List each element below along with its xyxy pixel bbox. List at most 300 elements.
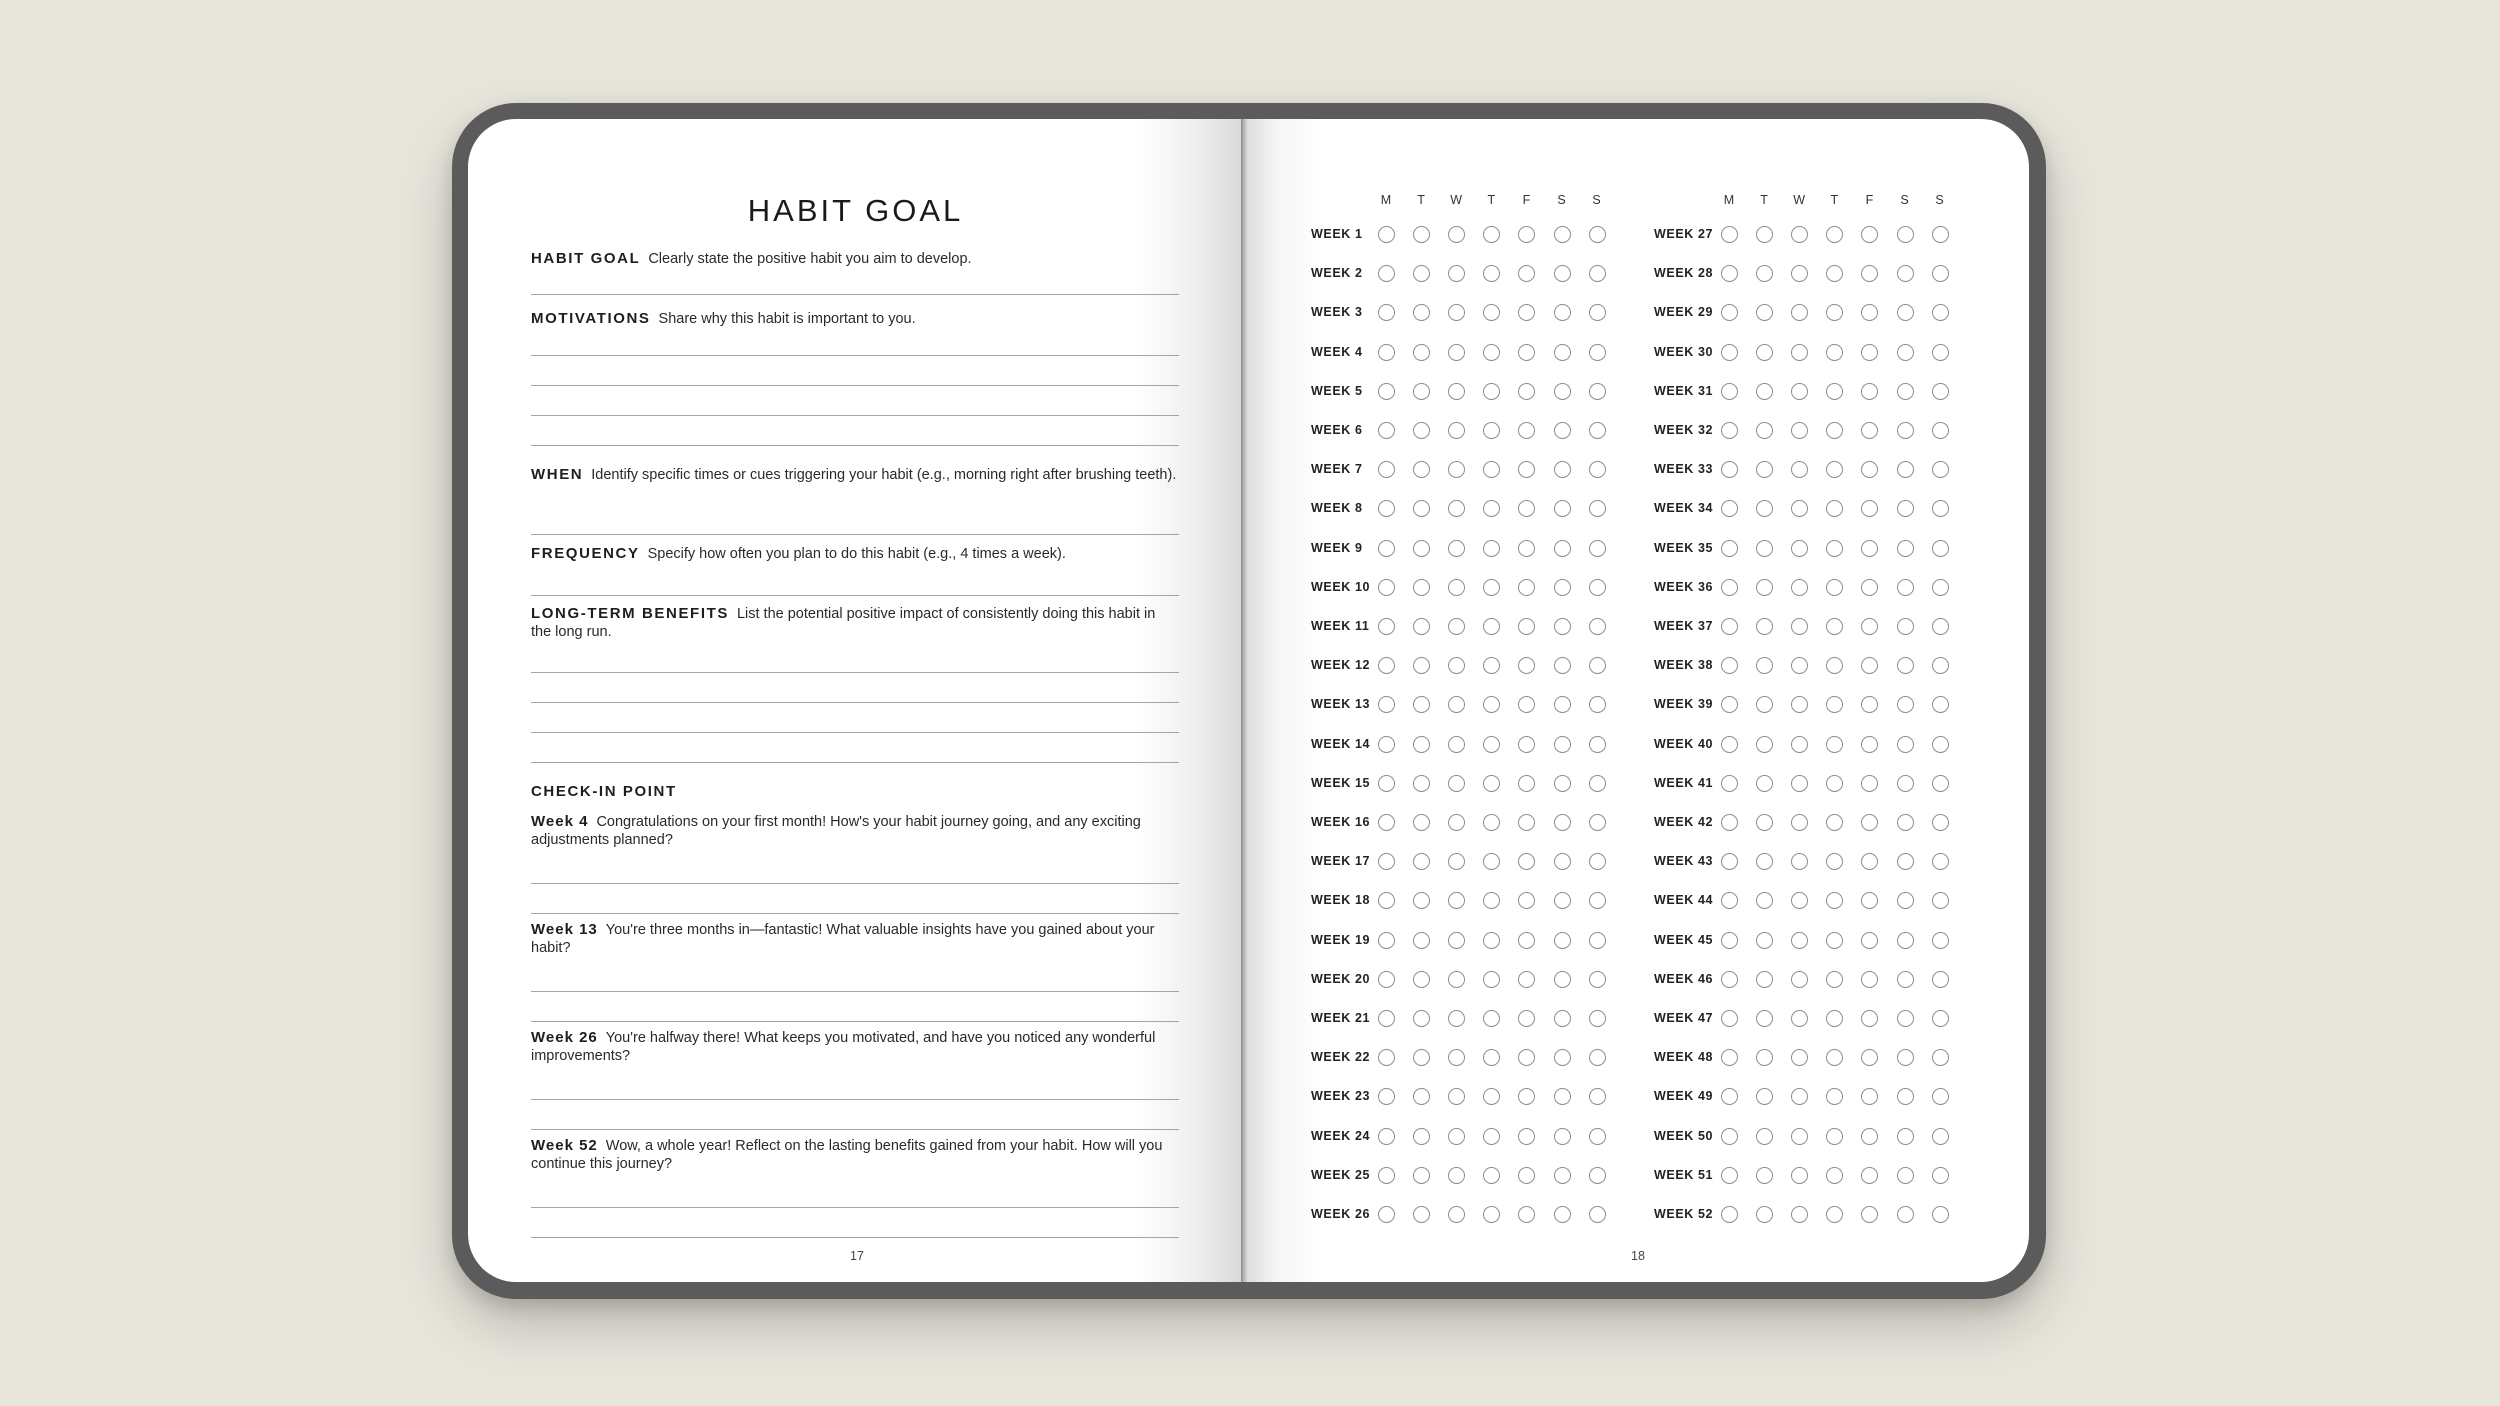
day-checkbox[interactable]: [1518, 892, 1535, 909]
day-checkbox[interactable]: [1826, 344, 1843, 361]
day-checkbox[interactable]: [1932, 775, 1949, 792]
day-checkbox[interactable]: [1897, 344, 1914, 361]
day-checkbox[interactable]: [1756, 461, 1773, 478]
day-checkbox[interactable]: [1413, 1049, 1430, 1066]
day-checkbox[interactable]: [1897, 657, 1914, 674]
day-checkbox[interactable]: [1756, 1049, 1773, 1066]
day-checkbox[interactable]: [1518, 461, 1535, 478]
day-checkbox[interactable]: [1413, 265, 1430, 282]
day-checkbox[interactable]: [1756, 579, 1773, 596]
day-checkbox[interactable]: [1826, 971, 1843, 988]
day-checkbox[interactable]: [1826, 422, 1843, 439]
day-checkbox[interactable]: [1589, 892, 1606, 909]
writing-line[interactable]: [531, 445, 1179, 446]
writing-line[interactable]: [531, 732, 1179, 733]
day-checkbox[interactable]: [1756, 226, 1773, 243]
day-checkbox[interactable]: [1932, 1049, 1949, 1066]
day-checkbox[interactable]: [1756, 422, 1773, 439]
day-checkbox[interactable]: [1861, 736, 1878, 753]
day-checkbox[interactable]: [1518, 814, 1535, 831]
day-checkbox[interactable]: [1826, 736, 1843, 753]
day-checkbox[interactable]: [1861, 540, 1878, 557]
day-checkbox[interactable]: [1589, 579, 1606, 596]
day-checkbox[interactable]: [1932, 422, 1949, 439]
day-checkbox[interactable]: [1413, 461, 1430, 478]
day-checkbox[interactable]: [1791, 383, 1808, 400]
day-checkbox[interactable]: [1554, 1206, 1571, 1223]
day-checkbox[interactable]: [1448, 657, 1465, 674]
day-checkbox[interactable]: [1897, 579, 1914, 596]
day-checkbox[interactable]: [1589, 775, 1606, 792]
day-checkbox[interactable]: [1897, 892, 1914, 909]
day-checkbox[interactable]: [1932, 344, 1949, 361]
day-checkbox[interactable]: [1897, 500, 1914, 517]
day-checkbox[interactable]: [1932, 971, 1949, 988]
day-checkbox[interactable]: [1791, 1088, 1808, 1105]
day-checkbox[interactable]: [1378, 657, 1395, 674]
day-checkbox[interactable]: [1554, 696, 1571, 713]
day-checkbox[interactable]: [1721, 1128, 1738, 1145]
day-checkbox[interactable]: [1483, 814, 1500, 831]
day-checkbox[interactable]: [1932, 1167, 1949, 1184]
day-checkbox[interactable]: [1448, 1128, 1465, 1145]
day-checkbox[interactable]: [1518, 932, 1535, 949]
day-checkbox[interactable]: [1448, 540, 1465, 557]
day-checkbox[interactable]: [1721, 1206, 1738, 1223]
day-checkbox[interactable]: [1483, 461, 1500, 478]
day-checkbox[interactable]: [1721, 226, 1738, 243]
day-checkbox[interactable]: [1756, 1010, 1773, 1027]
day-checkbox[interactable]: [1826, 226, 1843, 243]
day-checkbox[interactable]: [1448, 736, 1465, 753]
day-checkbox[interactable]: [1448, 579, 1465, 596]
day-checkbox[interactable]: [1554, 1010, 1571, 1027]
day-checkbox[interactable]: [1721, 892, 1738, 909]
day-checkbox[interactable]: [1589, 1128, 1606, 1145]
day-checkbox[interactable]: [1378, 500, 1395, 517]
day-checkbox[interactable]: [1448, 304, 1465, 321]
writing-line[interactable]: [531, 415, 1179, 416]
day-checkbox[interactable]: [1826, 265, 1843, 282]
day-checkbox[interactable]: [1589, 1167, 1606, 1184]
day-checkbox[interactable]: [1932, 814, 1949, 831]
writing-line[interactable]: [531, 1099, 1179, 1100]
day-checkbox[interactable]: [1897, 1128, 1914, 1145]
day-checkbox[interactable]: [1413, 892, 1430, 909]
day-checkbox[interactable]: [1554, 657, 1571, 674]
day-checkbox[interactable]: [1756, 814, 1773, 831]
day-checkbox[interactable]: [1378, 383, 1395, 400]
day-checkbox[interactable]: [1483, 265, 1500, 282]
day-checkbox[interactable]: [1448, 344, 1465, 361]
writing-line[interactable]: [531, 355, 1179, 356]
day-checkbox[interactable]: [1897, 618, 1914, 635]
day-checkbox[interactable]: [1721, 500, 1738, 517]
day-checkbox[interactable]: [1861, 422, 1878, 439]
day-checkbox[interactable]: [1483, 1167, 1500, 1184]
day-checkbox[interactable]: [1756, 1167, 1773, 1184]
day-checkbox[interactable]: [1721, 461, 1738, 478]
day-checkbox[interactable]: [1721, 853, 1738, 870]
day-checkbox[interactable]: [1589, 971, 1606, 988]
day-checkbox[interactable]: [1518, 1088, 1535, 1105]
day-checkbox[interactable]: [1413, 932, 1430, 949]
day-checkbox[interactable]: [1554, 540, 1571, 557]
day-checkbox[interactable]: [1826, 383, 1843, 400]
day-checkbox[interactable]: [1791, 1206, 1808, 1223]
day-checkbox[interactable]: [1791, 1010, 1808, 1027]
day-checkbox[interactable]: [1589, 265, 1606, 282]
day-checkbox[interactable]: [1721, 344, 1738, 361]
day-checkbox[interactable]: [1721, 736, 1738, 753]
day-checkbox[interactable]: [1826, 892, 1843, 909]
day-checkbox[interactable]: [1589, 226, 1606, 243]
day-checkbox[interactable]: [1791, 892, 1808, 909]
day-checkbox[interactable]: [1721, 814, 1738, 831]
day-checkbox[interactable]: [1756, 540, 1773, 557]
day-checkbox[interactable]: [1483, 1010, 1500, 1027]
day-checkbox[interactable]: [1518, 1010, 1535, 1027]
day-checkbox[interactable]: [1378, 304, 1395, 321]
day-checkbox[interactable]: [1413, 540, 1430, 557]
day-checkbox[interactable]: [1932, 540, 1949, 557]
day-checkbox[interactable]: [1413, 736, 1430, 753]
day-checkbox[interactable]: [1861, 1088, 1878, 1105]
day-checkbox[interactable]: [1413, 1128, 1430, 1145]
day-checkbox[interactable]: [1791, 932, 1808, 949]
day-checkbox[interactable]: [1518, 344, 1535, 361]
day-checkbox[interactable]: [1483, 226, 1500, 243]
day-checkbox[interactable]: [1861, 344, 1878, 361]
day-checkbox[interactable]: [1518, 579, 1535, 596]
day-checkbox[interactable]: [1826, 696, 1843, 713]
writing-line[interactable]: [531, 702, 1179, 703]
day-checkbox[interactable]: [1554, 1049, 1571, 1066]
day-checkbox[interactable]: [1483, 1128, 1500, 1145]
day-checkbox[interactable]: [1932, 1010, 1949, 1027]
day-checkbox[interactable]: [1448, 422, 1465, 439]
day-checkbox[interactable]: [1897, 226, 1914, 243]
writing-line[interactable]: [531, 595, 1179, 596]
day-checkbox[interactable]: [1483, 775, 1500, 792]
day-checkbox[interactable]: [1554, 736, 1571, 753]
day-checkbox[interactable]: [1448, 1049, 1465, 1066]
day-checkbox[interactable]: [1897, 265, 1914, 282]
day-checkbox[interactable]: [1932, 1128, 1949, 1145]
day-checkbox[interactable]: [1861, 1128, 1878, 1145]
day-checkbox[interactable]: [1589, 383, 1606, 400]
day-checkbox[interactable]: [1861, 618, 1878, 635]
day-checkbox[interactable]: [1897, 383, 1914, 400]
day-checkbox[interactable]: [1756, 696, 1773, 713]
day-checkbox[interactable]: [1378, 736, 1395, 753]
day-checkbox[interactable]: [1897, 1167, 1914, 1184]
day-checkbox[interactable]: [1589, 853, 1606, 870]
day-checkbox[interactable]: [1554, 1167, 1571, 1184]
day-checkbox[interactable]: [1897, 422, 1914, 439]
day-checkbox[interactable]: [1791, 304, 1808, 321]
day-checkbox[interactable]: [1791, 736, 1808, 753]
day-checkbox[interactable]: [1554, 892, 1571, 909]
writing-line[interactable]: [531, 1207, 1179, 1208]
day-checkbox[interactable]: [1518, 540, 1535, 557]
day-checkbox[interactable]: [1932, 226, 1949, 243]
day-checkbox[interactable]: [1721, 1049, 1738, 1066]
day-checkbox[interactable]: [1378, 775, 1395, 792]
day-checkbox[interactable]: [1897, 853, 1914, 870]
day-checkbox[interactable]: [1518, 618, 1535, 635]
day-checkbox[interactable]: [1721, 618, 1738, 635]
day-checkbox[interactable]: [1518, 1128, 1535, 1145]
day-checkbox[interactable]: [1554, 461, 1571, 478]
day-checkbox[interactable]: [1378, 265, 1395, 282]
day-checkbox[interactable]: [1861, 461, 1878, 478]
day-checkbox[interactable]: [1378, 344, 1395, 361]
day-checkbox[interactable]: [1861, 657, 1878, 674]
day-checkbox[interactable]: [1448, 1088, 1465, 1105]
day-checkbox[interactable]: [1413, 696, 1430, 713]
day-checkbox[interactable]: [1483, 500, 1500, 517]
day-checkbox[interactable]: [1756, 344, 1773, 361]
day-checkbox[interactable]: [1483, 971, 1500, 988]
day-checkbox[interactable]: [1554, 971, 1571, 988]
day-checkbox[interactable]: [1861, 1049, 1878, 1066]
day-checkbox[interactable]: [1448, 1167, 1465, 1184]
day-checkbox[interactable]: [1791, 422, 1808, 439]
day-checkbox[interactable]: [1756, 383, 1773, 400]
day-checkbox[interactable]: [1791, 657, 1808, 674]
day-checkbox[interactable]: [1448, 618, 1465, 635]
day-checkbox[interactable]: [1554, 500, 1571, 517]
day-checkbox[interactable]: [1861, 814, 1878, 831]
writing-line[interactable]: [531, 1021, 1179, 1022]
day-checkbox[interactable]: [1589, 1049, 1606, 1066]
day-checkbox[interactable]: [1826, 579, 1843, 596]
day-checkbox[interactable]: [1413, 344, 1430, 361]
day-checkbox[interactable]: [1413, 304, 1430, 321]
day-checkbox[interactable]: [1721, 1088, 1738, 1105]
writing-line[interactable]: [531, 1129, 1179, 1130]
day-checkbox[interactable]: [1378, 1049, 1395, 1066]
day-checkbox[interactable]: [1897, 540, 1914, 557]
day-checkbox[interactable]: [1483, 304, 1500, 321]
day-checkbox[interactable]: [1791, 579, 1808, 596]
day-checkbox[interactable]: [1589, 422, 1606, 439]
day-checkbox[interactable]: [1378, 971, 1395, 988]
day-checkbox[interactable]: [1826, 814, 1843, 831]
day-checkbox[interactable]: [1897, 775, 1914, 792]
day-checkbox[interactable]: [1589, 461, 1606, 478]
day-checkbox[interactable]: [1826, 1010, 1843, 1027]
day-checkbox[interactable]: [1861, 1206, 1878, 1223]
day-checkbox[interactable]: [1483, 1206, 1500, 1223]
day-checkbox[interactable]: [1932, 853, 1949, 870]
day-checkbox[interactable]: [1932, 932, 1949, 949]
day-checkbox[interactable]: [1861, 775, 1878, 792]
writing-line[interactable]: [531, 991, 1179, 992]
writing-line[interactable]: [531, 762, 1179, 763]
day-checkbox[interactable]: [1378, 892, 1395, 909]
day-checkbox[interactable]: [1589, 344, 1606, 361]
day-checkbox[interactable]: [1483, 1088, 1500, 1105]
day-checkbox[interactable]: [1483, 540, 1500, 557]
day-checkbox[interactable]: [1413, 1010, 1430, 1027]
day-checkbox[interactable]: [1413, 1167, 1430, 1184]
day-checkbox[interactable]: [1932, 304, 1949, 321]
day-checkbox[interactable]: [1589, 932, 1606, 949]
day-checkbox[interactable]: [1483, 422, 1500, 439]
day-checkbox[interactable]: [1756, 618, 1773, 635]
day-checkbox[interactable]: [1721, 265, 1738, 282]
day-checkbox[interactable]: [1448, 775, 1465, 792]
day-checkbox[interactable]: [1826, 1128, 1843, 1145]
day-checkbox[interactable]: [1721, 422, 1738, 439]
day-checkbox[interactable]: [1861, 579, 1878, 596]
day-checkbox[interactable]: [1861, 696, 1878, 713]
day-checkbox[interactable]: [1413, 853, 1430, 870]
day-checkbox[interactable]: [1554, 344, 1571, 361]
day-checkbox[interactable]: [1756, 853, 1773, 870]
day-checkbox[interactable]: [1483, 932, 1500, 949]
day-checkbox[interactable]: [1378, 1128, 1395, 1145]
day-checkbox[interactable]: [1589, 618, 1606, 635]
day-checkbox[interactable]: [1932, 696, 1949, 713]
writing-line[interactable]: [531, 1237, 1179, 1238]
day-checkbox[interactable]: [1932, 461, 1949, 478]
day-checkbox[interactable]: [1378, 540, 1395, 557]
day-checkbox[interactable]: [1826, 618, 1843, 635]
day-checkbox[interactable]: [1554, 853, 1571, 870]
day-checkbox[interactable]: [1932, 500, 1949, 517]
day-checkbox[interactable]: [1554, 932, 1571, 949]
day-checkbox[interactable]: [1483, 853, 1500, 870]
day-checkbox[interactable]: [1756, 265, 1773, 282]
day-checkbox[interactable]: [1791, 461, 1808, 478]
day-checkbox[interactable]: [1897, 1049, 1914, 1066]
day-checkbox[interactable]: [1554, 775, 1571, 792]
day-checkbox[interactable]: [1483, 657, 1500, 674]
day-checkbox[interactable]: [1861, 892, 1878, 909]
day-checkbox[interactable]: [1483, 344, 1500, 361]
day-checkbox[interactable]: [1791, 775, 1808, 792]
day-checkbox[interactable]: [1589, 1088, 1606, 1105]
day-checkbox[interactable]: [1721, 540, 1738, 557]
writing-line[interactable]: [531, 294, 1179, 295]
day-checkbox[interactable]: [1756, 657, 1773, 674]
day-checkbox[interactable]: [1932, 579, 1949, 596]
day-checkbox[interactable]: [1518, 265, 1535, 282]
day-checkbox[interactable]: [1448, 1206, 1465, 1223]
day-checkbox[interactable]: [1791, 971, 1808, 988]
day-checkbox[interactable]: [1413, 226, 1430, 243]
day-checkbox[interactable]: [1826, 1167, 1843, 1184]
day-checkbox[interactable]: [1518, 383, 1535, 400]
day-checkbox[interactable]: [1518, 736, 1535, 753]
day-checkbox[interactable]: [1518, 500, 1535, 517]
day-checkbox[interactable]: [1721, 383, 1738, 400]
day-checkbox[interactable]: [1518, 657, 1535, 674]
day-checkbox[interactable]: [1413, 618, 1430, 635]
day-checkbox[interactable]: [1413, 775, 1430, 792]
day-checkbox[interactable]: [1932, 657, 1949, 674]
day-checkbox[interactable]: [1589, 696, 1606, 713]
day-checkbox[interactable]: [1448, 696, 1465, 713]
day-checkbox[interactable]: [1413, 422, 1430, 439]
day-checkbox[interactable]: [1791, 1167, 1808, 1184]
day-checkbox[interactable]: [1826, 304, 1843, 321]
day-checkbox[interactable]: [1897, 1206, 1914, 1223]
day-checkbox[interactable]: [1932, 736, 1949, 753]
day-checkbox[interactable]: [1518, 1049, 1535, 1066]
day-checkbox[interactable]: [1413, 1088, 1430, 1105]
day-checkbox[interactable]: [1554, 814, 1571, 831]
day-checkbox[interactable]: [1756, 1206, 1773, 1223]
day-checkbox[interactable]: [1448, 383, 1465, 400]
day-checkbox[interactable]: [1826, 500, 1843, 517]
day-checkbox[interactable]: [1826, 775, 1843, 792]
day-checkbox[interactable]: [1483, 696, 1500, 713]
day-checkbox[interactable]: [1721, 579, 1738, 596]
day-checkbox[interactable]: [1861, 383, 1878, 400]
day-checkbox[interactable]: [1756, 775, 1773, 792]
day-checkbox[interactable]: [1378, 1088, 1395, 1105]
day-checkbox[interactable]: [1861, 500, 1878, 517]
day-checkbox[interactable]: [1448, 853, 1465, 870]
day-checkbox[interactable]: [1518, 226, 1535, 243]
day-checkbox[interactable]: [1932, 265, 1949, 282]
day-checkbox[interactable]: [1897, 932, 1914, 949]
day-checkbox[interactable]: [1756, 736, 1773, 753]
day-checkbox[interactable]: [1861, 932, 1878, 949]
day-checkbox[interactable]: [1861, 1010, 1878, 1027]
day-checkbox[interactable]: [1791, 540, 1808, 557]
day-checkbox[interactable]: [1378, 422, 1395, 439]
day-checkbox[interactable]: [1413, 657, 1430, 674]
day-checkbox[interactable]: [1483, 383, 1500, 400]
day-checkbox[interactable]: [1589, 814, 1606, 831]
day-checkbox[interactable]: [1413, 971, 1430, 988]
day-checkbox[interactable]: [1554, 579, 1571, 596]
day-checkbox[interactable]: [1589, 736, 1606, 753]
day-checkbox[interactable]: [1791, 814, 1808, 831]
day-checkbox[interactable]: [1518, 696, 1535, 713]
day-checkbox[interactable]: [1413, 814, 1430, 831]
day-checkbox[interactable]: [1791, 500, 1808, 517]
day-checkbox[interactable]: [1897, 971, 1914, 988]
day-checkbox[interactable]: [1378, 1206, 1395, 1223]
day-checkbox[interactable]: [1721, 971, 1738, 988]
day-checkbox[interactable]: [1721, 696, 1738, 713]
day-checkbox[interactable]: [1791, 344, 1808, 361]
day-checkbox[interactable]: [1378, 618, 1395, 635]
day-checkbox[interactable]: [1791, 1049, 1808, 1066]
day-checkbox[interactable]: [1861, 1167, 1878, 1184]
day-checkbox[interactable]: [1791, 1128, 1808, 1145]
day-checkbox[interactable]: [1554, 1128, 1571, 1145]
day-checkbox[interactable]: [1826, 657, 1843, 674]
day-checkbox[interactable]: [1483, 736, 1500, 753]
writing-line[interactable]: [531, 672, 1179, 673]
day-checkbox[interactable]: [1448, 1010, 1465, 1027]
day-checkbox[interactable]: [1932, 1088, 1949, 1105]
day-checkbox[interactable]: [1756, 1128, 1773, 1145]
day-checkbox[interactable]: [1483, 1049, 1500, 1066]
day-checkbox[interactable]: [1554, 304, 1571, 321]
day-checkbox[interactable]: [1721, 775, 1738, 792]
day-checkbox[interactable]: [1897, 461, 1914, 478]
day-checkbox[interactable]: [1554, 383, 1571, 400]
day-checkbox[interactable]: [1518, 1167, 1535, 1184]
